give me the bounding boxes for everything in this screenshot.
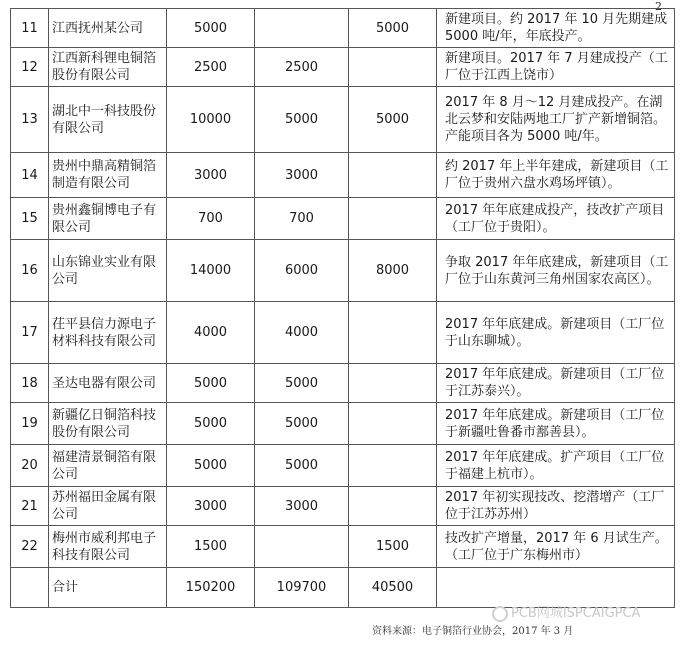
capacity-total: 1500: [167, 526, 255, 568]
table-row: [11, 198, 675, 240]
total-capacity-a: 109700: [255, 568, 349, 608]
company-name: 江西新科锂电铜箔股份有限公司: [49, 48, 167, 87]
note: 2017 年年底建成。新建项目（工厂位于山东聊城）。: [437, 302, 675, 364]
row-index: 16: [11, 240, 49, 302]
capacity-b: [349, 302, 437, 364]
note: 2017 年年底建成投产，技改扩产项目（工厂位于贵阳）。: [437, 198, 675, 240]
capacity-b: 5000: [349, 9, 437, 48]
company-name: 山东锦业实业有限公司: [49, 240, 167, 302]
capacity-total: 3000: [167, 153, 255, 198]
table-row: [11, 87, 675, 153]
capacity-total: 4000: [167, 302, 255, 364]
table-row: [11, 9, 675, 48]
total-capacity: 150200: [167, 568, 255, 608]
wechat-icon: [492, 606, 508, 622]
row-index: 22: [11, 526, 49, 568]
capacity-a: 700: [255, 198, 349, 240]
company-name: 圣达电器有限公司: [49, 364, 167, 403]
capacity-a: 3000: [255, 153, 349, 198]
capacity-a: 3000: [255, 487, 349, 526]
page-number: 2: [655, 0, 662, 13]
row-index: 15: [11, 198, 49, 240]
capacity-total: 10000: [167, 87, 255, 153]
capacity-a: 5000: [255, 445, 349, 487]
capacity-total: 5000: [167, 445, 255, 487]
capacity-a: 4000: [255, 302, 349, 364]
capacity-b: 5000: [349, 87, 437, 153]
watermark: [492, 602, 640, 622]
capacity-b: [349, 48, 437, 87]
company-name: 梅州市威利邦电子科技有限公司: [49, 526, 167, 568]
company-name: 福建清景铜箔有限公司: [49, 445, 167, 487]
capacity-a: 5000: [255, 403, 349, 445]
row-index: 21: [11, 487, 49, 526]
row-index: 18: [11, 364, 49, 403]
capacity-a: 5000: [255, 364, 349, 403]
table-row: [11, 240, 675, 302]
capacity-b: 1500: [349, 526, 437, 568]
capacity-total: 14000: [167, 240, 255, 302]
capacity-b: [349, 445, 437, 487]
data-table: [10, 8, 675, 608]
table-row: [11, 48, 675, 87]
note: 争取 2017 年年底建成，新建项目（工厂位于山东黄河三角州国家农高区）。: [437, 240, 675, 302]
capacity-a: 2500: [255, 48, 349, 87]
row-index: 14: [11, 153, 49, 198]
table-row: [11, 526, 675, 568]
capacity-total: 5000: [167, 9, 255, 48]
capacity-b: [349, 153, 437, 198]
note: 2017 年 8 月～12 月建成投产。在湖北云梦和安陆两地工厂扩产新增铜箔。产能项目各为 5000 吨/年。: [437, 87, 675, 153]
capacity-a: 6000: [255, 240, 349, 302]
company-name: 新疆亿日铜箔科技股份有限公司: [49, 403, 167, 445]
company-name: 贵州中鼎高精铜箔制造有限公司: [49, 153, 167, 198]
table-row: [11, 403, 675, 445]
total-index-cell: [11, 568, 49, 608]
row-index: 12: [11, 48, 49, 87]
capacity-a: 5000: [255, 87, 349, 153]
capacity-b: [349, 364, 437, 403]
note: 技改扩产增量，2017 年 6 月试生产。（工厂位于广东梅州市）: [437, 526, 675, 568]
row-index: 11: [11, 9, 49, 48]
row-index: 17: [11, 302, 49, 364]
table-row: [11, 364, 675, 403]
note: 新建项目。约 2017 年 10 月先期建成 5000 吨/年，年底投产。: [437, 9, 675, 48]
source-note: 资料来源：电子铜箔行业协会，2017 年 3 月: [372, 626, 574, 637]
capacity-total: 2500: [167, 48, 255, 87]
capacity-total: 5000: [167, 364, 255, 403]
row-index: 20: [11, 445, 49, 487]
capacity-b: [349, 487, 437, 526]
capacity-total: 5000: [167, 403, 255, 445]
capacity-a: [255, 526, 349, 568]
company-name: 苏州福田金属有限公司: [49, 487, 167, 526]
row-index: 13: [11, 87, 49, 153]
table-row: [11, 302, 675, 364]
note: 2017 年年底建成。新建项目（工厂位于新疆吐鲁番市鄯善县）。: [437, 403, 675, 445]
note: 2017 年初实现技改、挖潜增产（工厂位于江苏苏州）: [437, 487, 675, 526]
note: 2017 年年底建成。新建项目（工厂位于江苏泰兴）。: [437, 364, 675, 403]
note: 约 2017 年上半年建成，新建项目（工厂位于贵州六盘水鸡场坪镇）。: [437, 153, 675, 198]
capacity-b: 8000: [349, 240, 437, 302]
row-index: 19: [11, 403, 49, 445]
capacity-a: [255, 9, 349, 48]
total-capacity-b: 40500: [349, 568, 437, 608]
capacity-total: 3000: [167, 487, 255, 526]
note: 2017 年年底建成。扩产项目（工厂位于福建上杭市）。: [437, 445, 675, 487]
capacity-b: [349, 403, 437, 445]
company-name: 湖北中一科技股份有限公司: [49, 87, 167, 153]
company-name: 茌平县信力源电子材料科技有限公司: [49, 302, 167, 364]
table-row: [11, 487, 675, 526]
total-label: 合计: [49, 568, 167, 608]
note: 新建项目。2017 年 7 月建成投产（工厂位于江西上饶市）: [437, 48, 675, 87]
capacity-b: [349, 198, 437, 240]
table-row: [11, 153, 675, 198]
watermark-text: PCB网城ISPCAIGPCA: [511, 606, 641, 621]
capacity-total: 700: [167, 198, 255, 240]
company-name: 贵州鑫铜博电子有限公司: [49, 198, 167, 240]
table-row: [11, 445, 675, 487]
company-name: 江西抚州某公司: [49, 9, 167, 48]
